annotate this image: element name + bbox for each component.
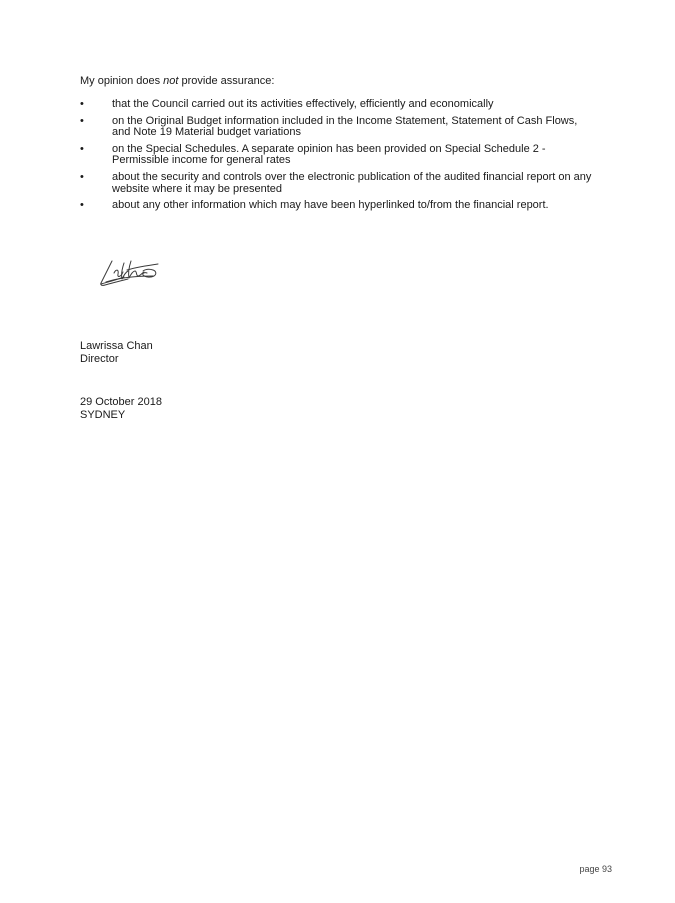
list-item bbox=[80, 116, 595, 139]
intro-prefix: My opinion does bbox=[80, 75, 164, 87]
intro-statement bbox=[80, 75, 274, 88]
signing-details bbox=[80, 396, 162, 421]
list-item bbox=[80, 99, 595, 111]
intro-suffix: provide assurance: bbox=[178, 75, 275, 87]
list-item bbox=[80, 144, 595, 167]
signatory-block bbox=[80, 340, 153, 365]
list-item-text: about the security and controls over the electronic publication of the audited financial report on any website where it may be presented bbox=[112, 170, 592, 195]
signing-place: SYDNEY bbox=[80, 408, 126, 421]
bullet-icon: • bbox=[80, 142, 84, 155]
list-item-text: on the Original Budget information included in the Income Statement, Statement of Cash Flows, and Note 19 Material budget variations bbox=[112, 114, 578, 139]
signatory-name: Lawrissa Chan bbox=[80, 340, 153, 352]
signatory-title: Director bbox=[80, 352, 119, 365]
handwritten-signature bbox=[98, 255, 162, 289]
list-item-text: that the Council carried out its activities effectively, efficiently and economically bbox=[112, 98, 494, 110]
list-item-text: on the Special Schedules. A separate opinion has been provided on Special Schedule 2 - Permissible income for general rates bbox=[112, 142, 546, 167]
bullet-icon: • bbox=[80, 98, 84, 110]
list-item-text: about any other information which may have been hyperlinked to/from the financial report. bbox=[112, 199, 549, 212]
signing-date: 29 October 2018 bbox=[80, 396, 162, 408]
list-item bbox=[80, 200, 595, 212]
assurance-exclusions-list bbox=[80, 99, 595, 217]
list-item bbox=[80, 172, 595, 195]
bullet-icon: • bbox=[80, 170, 84, 183]
bullet-icon: • bbox=[80, 199, 84, 212]
page-number: page 93 bbox=[579, 864, 612, 874]
bullet-icon: • bbox=[80, 114, 84, 127]
intro-emphasis: not bbox=[163, 75, 179, 87]
